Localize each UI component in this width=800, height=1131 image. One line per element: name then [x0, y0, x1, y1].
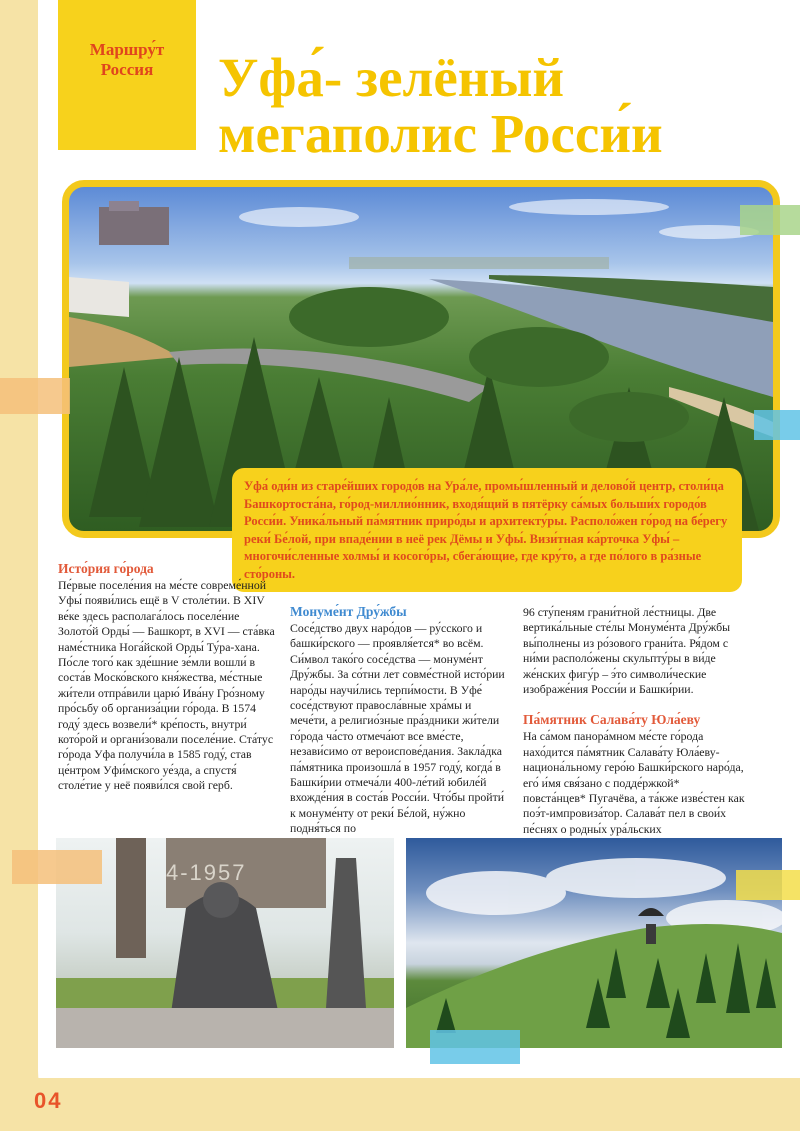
heading-history: Исто́рия го́рода: [58, 561, 154, 576]
decor-stripe: [740, 205, 800, 235]
monument-inscription: 4-1957: [166, 860, 247, 885]
text-friendship-monument: Сосе́дство двух наро́дов — ру́сского и башки́рского — проявля́ется* во всём. Си́мвол тако́го сосе́дства — монуме́нт Дру́жбы. За со́тни лет совме́стной исто́рии наро́ды научи́лись терпи́мости. В Уфе́ сосе́дствуют правосла́вные хра́мы и мече́ти, а религио́зные пра́здники жи́тели го́рода ча́сто отмеча́ют все вме́сте, незави́симо от вероиспове́дания. Закла́дка па́мятника произошла́ в 1957 году́, когда́ в Башки́рии отмеча́ли 400-ле́тий юбиле́й вхожде́ния в соста́в Росси́и. Что́бы пройти́ к монуме́нту от реки́ Бе́лой, ну́жно подня́ться по: [290, 621, 505, 836]
photo-salavat-monument: [406, 838, 782, 1048]
decor-stripe: [736, 870, 800, 900]
text-salavat-monument: На са́мом панора́мном ме́сте го́рода нахо́дится па́мятник Салава́ту Юла́еву- национа́льному геро́ю Башки́рского наро́да, его́ и́мя свя́зано с подде́ржкой* повста́нцев* Пугачёва, а та́кже изве́стен как поэ́т-импровиза́тор. Салава́т пел в свои́х пе́снях о родны́х ура́льских: [523, 729, 745, 836]
hero-caption-box: Уфа́ оди́н из старе́йших городо́в на Ура́ле, промы́шленный и делово́й центр, столи́ца Башкортоста́на, го́род-миллио́нник, входя́щий в пятёрку са́мых больши́х городо́в Росси́и. Уника́льный па́мятник приро́ды и архитекту́ры. Располо́жен го́род на бе́регу реки́ Бе́лой, при впаде́нии в неё рек Дёмы и Уфы́. Визи́тная ка́рточка Уфы́ – многочи́сленные холмы́ и косого́ры, сбега́ющие, где кру́то, а где по́лого в ра́зные сто́роны.: [232, 468, 742, 592]
text-history: Пе́рвые поселе́ния на ме́сте совреме́нной Уфы́ появи́лись ещё в V столе́тии. В XIV ве́ке здесь располага́лось поселе́ние Золото́й Орды́ — Башкорт, в XVI — ста́вка наме́стника Нога́йской Орды́ Ту́ра-хана. По́сле того́ как зде́шние зе́мли вошли́ в соста́в Моско́вского кня́жества, ме́стные жи́тели отпра́вили царю́ Ива́ну Гро́зному про́сьбу об организа́ции го́рода. В 1574 году́ здесь возвели́* кре́пость, внутри́ кото́рой и органи́зовали поселе́ние. Ста́тус го́рода Уфа получи́ла в 1585 году́, став це́нтром Уфи́мского уе́зда, а спустя́ столе́тие у неё появи́лся свой герб.: [58, 578, 275, 793]
photo-friendship-monument: [56, 838, 394, 1048]
decor-stripe: [754, 410, 800, 440]
text-friendship-continued: 96 сту́пеням грани́тной ле́стницы. Две вертика́льные сте́лы Монуме́нта Дру́жбы вы́полнены из ро́зового грани́та. Ря́дом с ни́ми располо́жены скульпту́ры в ви́де же́нских фигу́р – э́то символи́ческие изображе́ния Росси́и и Башки́рии.: [523, 605, 731, 697]
column-history: [58, 560, 280, 794]
page-number: 04: [34, 1088, 63, 1113]
heading-salavat-monument: Па́мятник Салава́ту Юла́еву: [523, 712, 701, 728]
page-title: [218, 47, 788, 164]
footer-band: [0, 1078, 800, 1131]
tag-line-1: Маршру́т: [89, 40, 165, 59]
title-line-2: мегаполис Росси́и: [218, 103, 663, 164]
tag-line-2: Россия: [100, 60, 154, 79]
decor-stripe: [430, 1030, 520, 1064]
decor-stripe: [0, 378, 70, 414]
column-salavat: [523, 605, 745, 837]
decor-stripe: [12, 850, 102, 884]
title-line-1: Уфа́- зелёный: [218, 47, 565, 108]
heading-friendship-monument: Монуме́нт Дру́жбы: [290, 604, 407, 619]
section-tag-label: [58, 40, 196, 80]
column-friendship-monument: [290, 603, 508, 837]
